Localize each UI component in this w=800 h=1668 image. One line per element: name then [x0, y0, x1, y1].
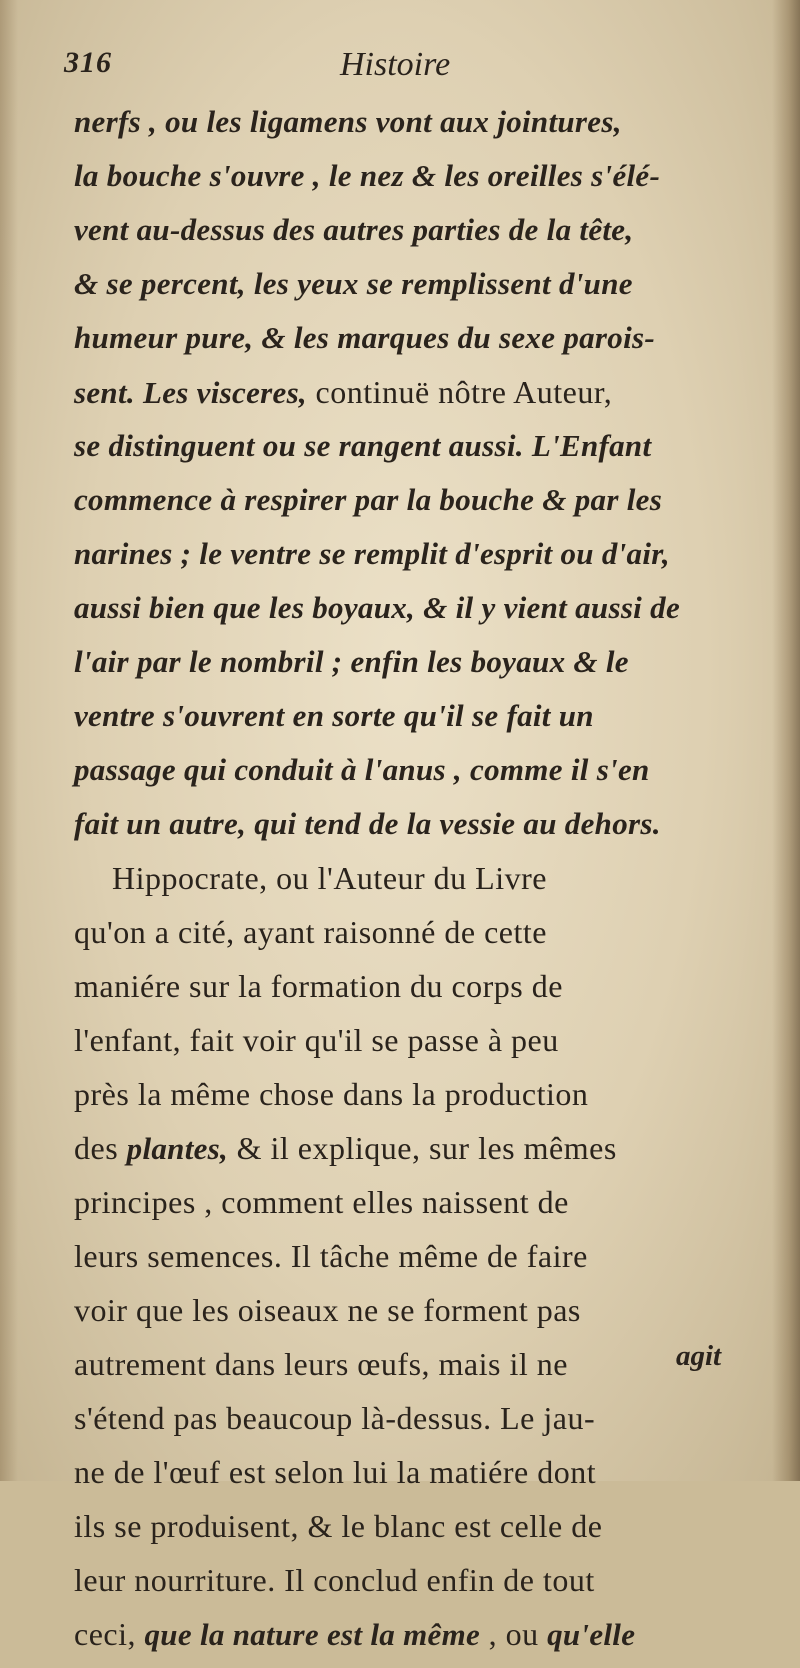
- roman-text-run: ceci,: [74, 1616, 145, 1652]
- roman-text-run: , ou: [480, 1616, 548, 1652]
- text-line: [74, 149, 744, 203]
- italic-text-run: aussi bien que les boyaux, & il y vient aussi de: [74, 590, 681, 625]
- text-line: [74, 203, 744, 257]
- italic-text-run: narines ; le ventre se remplit d'esprit ou d'air,: [74, 536, 670, 571]
- italic-text-run: fait un autre, qui tend de la vessie au dehors.: [74, 806, 661, 841]
- italic-text-run: passage qui conduit à l'anus , comme il s'en: [74, 752, 650, 787]
- text-line: [74, 743, 744, 797]
- roman-text-run: des: [74, 1130, 127, 1166]
- text-line: [74, 1013, 744, 1067]
- roman-text-run: ne de l'œuf est selon lui la matiére dont: [74, 1454, 597, 1490]
- roman-text-run: leur nourriture. Il conclud enfin de tout: [74, 1562, 595, 1598]
- roman-text-run: maniére sur la formation du corps de: [74, 968, 563, 1004]
- text-line: [74, 959, 744, 1013]
- roman-text-run: voir que les oiseaux ne se forment pas: [74, 1292, 581, 1328]
- text-line: [74, 1553, 744, 1607]
- roman-text-run: ils se produisent, & le blanc est celle de: [74, 1508, 603, 1544]
- italic-text-run: plantes,: [126, 1131, 229, 1166]
- roman-text-run: près la même chose dans la production: [74, 1076, 589, 1112]
- roman-text-run: continuë nôtre Auteur,: [306, 374, 613, 410]
- text-line: [74, 473, 744, 527]
- roman-text-run: & il explique, sur les mêmes: [228, 1130, 617, 1166]
- roman-text-run: qu'on a cité, ayant raisonné de cette: [74, 914, 547, 950]
- text-line: [74, 1229, 744, 1283]
- text-line: [74, 1499, 744, 1553]
- italic-text-run: vent au-dessus des autres parties de la tête,: [74, 212, 634, 247]
- italic-text-run: sent. Les visceres,: [74, 375, 307, 410]
- text-line: [74, 1067, 744, 1121]
- text-line: [74, 365, 744, 419]
- italic-text-run: que la nature est la même: [144, 1617, 481, 1652]
- text-line: [74, 1283, 744, 1337]
- italic-text-run: humeur pure, & les marques du sexe parois-: [74, 320, 655, 355]
- page-edge-shadow: [772, 0, 800, 1481]
- roman-text-run: leurs semences. Il tâche même de faire: [74, 1238, 588, 1274]
- italic-text-run: nerfs , ou les ligamens vont aux jointures,: [74, 104, 622, 139]
- text-line: [74, 311, 744, 365]
- text-line: [74, 797, 744, 851]
- text-line: [74, 689, 744, 743]
- text-line: [74, 635, 744, 689]
- text-line: [74, 1337, 744, 1391]
- text-line: [74, 905, 744, 959]
- italic-text-run: & se percent, les yeux se remplissent d'une: [74, 266, 633, 301]
- text-line: [74, 1607, 744, 1661]
- text-line: [74, 1121, 744, 1175]
- text-line: [74, 581, 744, 635]
- roman-text-run: Hippocrate, ou l'Auteur du Livre: [112, 860, 547, 896]
- italic-text-run: l'air par le nombril ; enfin les boyaux & le: [74, 644, 629, 679]
- page-number: 316: [64, 46, 112, 79]
- text-line: [74, 527, 744, 581]
- text-line: [74, 851, 744, 905]
- body-text: [74, 95, 744, 1661]
- italic-text-run: qu'elle: [547, 1617, 636, 1652]
- page-header: [60, 46, 720, 96]
- text-line: [74, 1445, 744, 1499]
- italic-text-run: commence à respirer par la bouche & par les: [74, 482, 663, 517]
- roman-text-run: autrement dans leurs œufs, mais il ne: [74, 1346, 568, 1382]
- roman-text-run: principes , comment elles naissent de: [74, 1184, 569, 1220]
- running-head: Histoire: [340, 46, 451, 83]
- catchword: agit: [676, 1340, 722, 1372]
- italic-text-run: ventre s'ouvrent en sorte qu'il se fait un: [74, 698, 594, 733]
- text-line: [74, 1391, 744, 1445]
- text-line: [74, 1175, 744, 1229]
- italic-text-run: se distinguent ou se rangent aussi. L'Enfant: [74, 428, 652, 463]
- roman-text-run: l'enfant, fait voir qu'il se passe à peu: [74, 1022, 559, 1058]
- text-line: [74, 257, 744, 311]
- text-line: [74, 419, 744, 473]
- text-line: [74, 95, 744, 149]
- gutter-shadow: [0, 0, 18, 1481]
- roman-text-run: s'étend pas beaucoup là-dessus. Le jau-: [74, 1400, 596, 1436]
- italic-text-run: la bouche s'ouvre , le nez & les oreilles s'élé-: [74, 158, 661, 193]
